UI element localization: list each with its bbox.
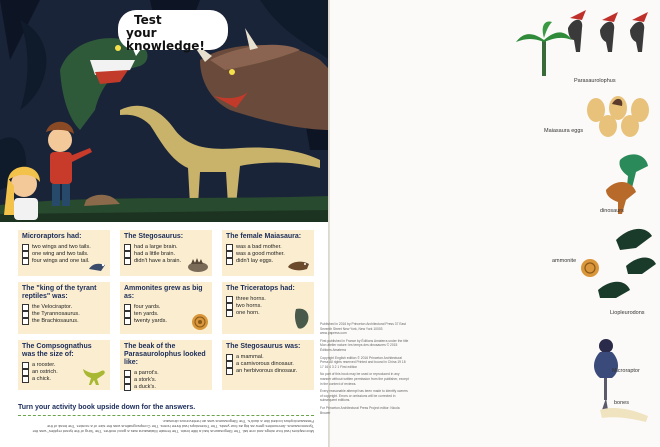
quiz-beak	[120, 340, 212, 390]
label-microraptor: Microraptor	[612, 368, 640, 374]
bubble-line-1: Test	[134, 13, 162, 27]
option-label: a stork's.	[134, 377, 157, 383]
quiz-option[interactable]	[124, 384, 208, 391]
checkbox[interactable]	[22, 376, 29, 383]
quiz-ammonites	[120, 282, 212, 334]
checkbox[interactable]	[124, 384, 131, 391]
option-label: an herbivorous dinosaur.	[236, 368, 298, 374]
checkbox[interactable]	[124, 304, 131, 311]
quiz-microraptors	[18, 230, 110, 276]
maiasaura-icon	[287, 259, 311, 273]
dashed-divider	[18, 415, 314, 416]
quiz-option[interactable]	[226, 296, 310, 303]
option-label: had a large brain.	[134, 244, 178, 250]
quiz-grid	[18, 230, 318, 390]
quiz-option[interactable]	[226, 361, 310, 368]
label-parasaurolophus: Parasaurolophus	[574, 78, 616, 84]
imprint-line: First published in France by Éditions Amaterra under the title Mon atelier nature: les temps des dinosaures © 2015 Éditions Amaterra	[320, 338, 409, 352]
quiz-option[interactable]	[124, 244, 208, 251]
option-label: two wings and two tails.	[32, 244, 91, 250]
quiz-option[interactable]	[124, 377, 208, 384]
quiz-option[interactable]	[226, 251, 310, 258]
label-dinosaurs: dinosaurs	[600, 208, 624, 214]
checkbox[interactable]	[124, 318, 131, 325]
quiz-title: The female Maiasaura:	[226, 233, 302, 240]
checkbox[interactable]	[226, 258, 233, 265]
option-label: the Brachiosaurus.	[32, 318, 79, 324]
bones-sticker	[600, 408, 648, 422]
option-label: the Velociraptor.	[32, 304, 73, 310]
checkbox[interactable]	[226, 361, 233, 368]
quiz-option[interactable]	[124, 304, 208, 311]
checkbox[interactable]	[22, 258, 29, 265]
checkbox[interactable]	[124, 370, 131, 377]
option-label: twenty yards.	[134, 318, 167, 324]
quiz-title: The "king of the tyrant reptiles" was:	[22, 285, 97, 300]
option-label: a duck's.	[134, 384, 156, 390]
quiz-title: Ammonites grew as big as:	[124, 285, 203, 300]
quiz-title: Microraptors had:	[22, 233, 82, 240]
option-label: a carnivorous dinosaur.	[236, 361, 294, 367]
maiasaura-eggs-sticker	[587, 96, 649, 137]
bubble-line-2: your knowledge!	[126, 26, 205, 53]
label-maiasaura-eggs: Maiasaura eggs	[544, 128, 584, 134]
quiz-triceratops	[222, 282, 314, 334]
imprint-line: No part of this book may be used or reproduced in any manner without written permission from the publisher, except in the context of reviews.	[320, 372, 409, 386]
quiz-option[interactable]	[226, 354, 310, 361]
dinosaurs-sticker	[606, 154, 648, 214]
checkbox[interactable]	[22, 311, 29, 318]
option-label: a mammal.	[236, 354, 264, 360]
option-label: ten yards.	[134, 311, 159, 317]
quiz-option[interactable]	[22, 318, 106, 325]
quiz-option[interactable]	[226, 368, 310, 375]
option-label: three horns.	[236, 296, 266, 302]
quiz-title: The Triceratops had:	[226, 285, 295, 292]
stegosaurus-icon	[187, 257, 209, 273]
option-label: was a bad mother.	[236, 244, 282, 250]
ammonite-sticker	[581, 259, 599, 277]
checkbox[interactable]	[226, 354, 233, 361]
checkbox[interactable]	[124, 258, 131, 265]
checkbox[interactable]	[124, 311, 131, 318]
quiz-option[interactable]	[124, 370, 208, 377]
option-label: a rooster.	[32, 362, 56, 368]
checkbox[interactable]	[226, 296, 233, 303]
imprint-line: Every reasonable attempt has been made to identify owners of copyright. Errors or omissions will be corrected in subsequent editions.	[320, 389, 408, 403]
checkbox[interactable]	[226, 310, 233, 317]
checkbox[interactable]	[124, 377, 131, 384]
option-label: four yards.	[134, 304, 161, 310]
option-label: had a little brain.	[134, 251, 176, 257]
quiz-option[interactable]	[226, 244, 310, 251]
quiz-compsognathus	[18, 340, 110, 390]
quiz-option[interactable]	[22, 311, 106, 318]
option-label: one wing and two tails.	[32, 251, 89, 257]
parasaurolophus-sticker	[568, 10, 648, 52]
label-ammonite: ammonite	[552, 258, 577, 264]
quiz-title: The Stegosaurus:	[124, 233, 184, 240]
option-label: didn't have a brain.	[134, 258, 182, 264]
imprint-line: Copyright English edition © 2016 Princeton Architectural Press All rights reserved Printed and bound in China 19 18 17 16 4 3 2 1 First edition	[320, 355, 406, 369]
triceratops-icon	[293, 307, 311, 331]
answer-instruction: Turn your activity book upside down for the answers.	[18, 404, 196, 411]
checkbox[interactable]	[22, 244, 29, 251]
compsognathus-icon	[81, 365, 107, 387]
quiz-option[interactable]	[22, 244, 106, 251]
checkbox[interactable]	[226, 244, 233, 251]
checkbox[interactable]	[22, 318, 29, 325]
ammonite-icon	[191, 313, 209, 331]
quiz-tyrant	[18, 282, 110, 334]
checkbox[interactable]	[124, 251, 131, 258]
option-label: a chick.	[32, 376, 51, 382]
publisher-imprint	[320, 322, 410, 418]
imprint-line: Published in 2016 by Princeton Architectural Press 37 East Seventh Street New York, New York 10003 www.papress.com	[320, 322, 406, 336]
option-label: two horns.	[236, 303, 262, 309]
option-label: was a good mother.	[236, 251, 285, 257]
checkbox[interactable]	[124, 244, 131, 251]
checkbox[interactable]	[226, 251, 233, 258]
liopleurodons-sticker	[598, 229, 656, 298]
option-label: didn't lay eggs.	[236, 258, 274, 264]
quiz-title: The Stegosaurus was:	[226, 343, 301, 350]
quiz-stegosaurus	[120, 230, 212, 276]
checkbox[interactable]	[226, 303, 233, 310]
palm-tree-sticker	[516, 22, 572, 76]
option-label: the Tyrannosaurus.	[32, 311, 80, 317]
upside-down-answers: Microraptors had four wings and one tail. The Stegosaurus had a little brain. The female Maiasaura was a good mother. The "king of the tyrant reptiles" was the Tyrannosaurus. Ammonites grew as big as four yards. The Triceratops had three horns. The Compsognathus was the size of a rooster. The beak of the Parasaurolophus looked like a duck's. The Stegosaurus was an herbivorous dinosaur.	[32, 419, 314, 434]
option-label: a parrot's.	[134, 370, 159, 376]
checkbox[interactable]	[22, 251, 29, 258]
speech-bubble-text	[126, 14, 226, 53]
label-bones: bones	[614, 400, 629, 406]
quiz-stegosaurus-diet	[222, 340, 314, 390]
quiz-title: The Compsognathus was the size of:	[22, 343, 92, 358]
option-label: four wings and one tail.	[32, 258, 90, 264]
microraptor-icon	[87, 259, 107, 273]
imprint-line: For Princeton Architectural Press Project editor: Nicola Brower	[320, 405, 400, 415]
quiz-option[interactable]	[22, 304, 106, 311]
checkbox[interactable]	[22, 369, 29, 376]
label-liopleurodons: Liopleurodons	[610, 310, 645, 316]
checkbox[interactable]	[22, 304, 29, 311]
option-label: an ostrich.	[32, 369, 58, 375]
quiz-option[interactable]	[22, 251, 106, 258]
checkbox[interactable]	[22, 362, 29, 369]
option-label: one horn.	[236, 310, 260, 316]
checkbox[interactable]	[226, 368, 233, 375]
quiz-title: The beak of the Parasaurolophus looked like:	[124, 343, 206, 366]
quiz-maiasaura	[222, 230, 314, 276]
dinosaur-illustration	[0, 0, 330, 222]
